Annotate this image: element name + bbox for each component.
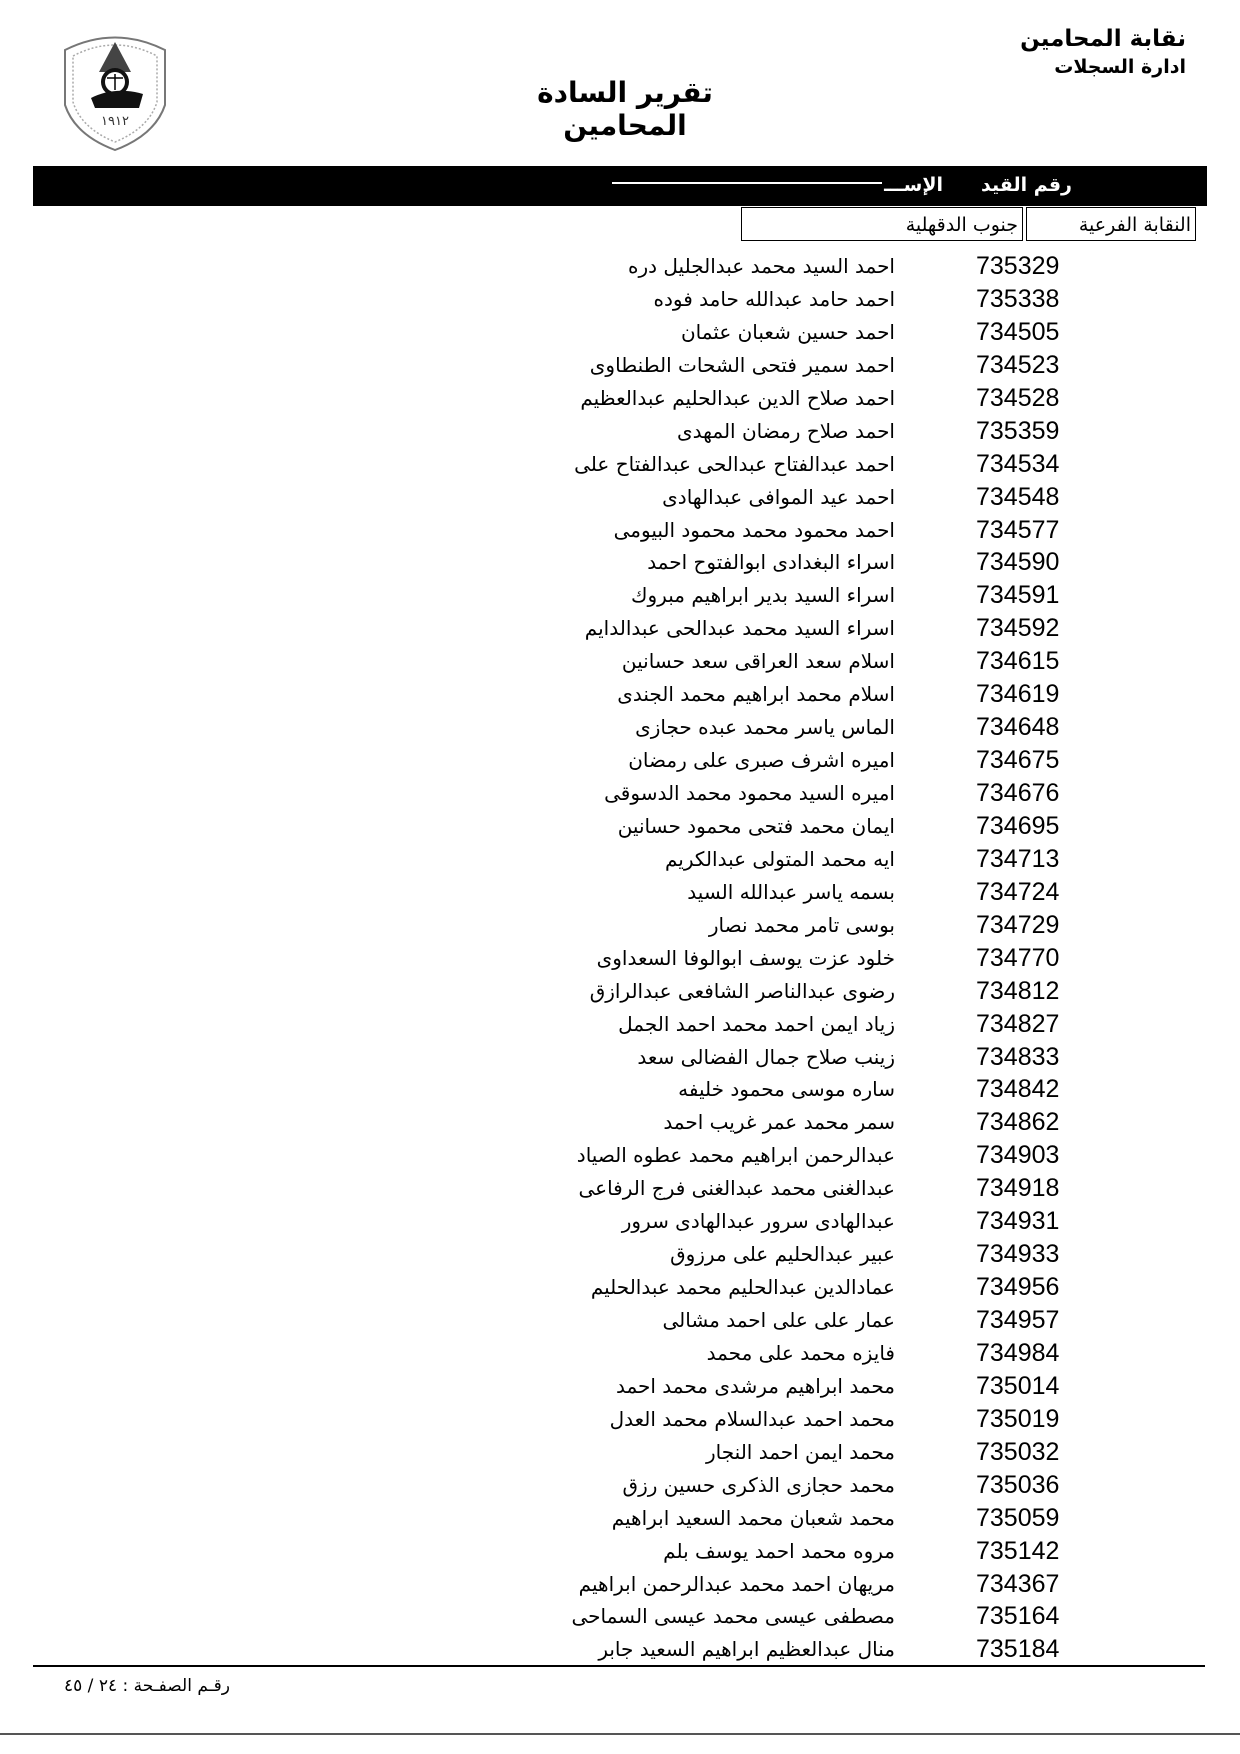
registration-number: 734862 xyxy=(976,1108,1060,1137)
registration-number: 734648 xyxy=(976,713,1060,742)
branch-filter xyxy=(741,207,1196,243)
registration-number: 734724 xyxy=(976,877,1060,906)
table-row xyxy=(0,448,1240,481)
lawyer-name: فايزه محمد على محمد xyxy=(706,1340,895,1365)
page-number xyxy=(64,1676,230,1696)
table-row xyxy=(0,645,1240,678)
lawyer-name: احمد عبدالفتاح عبدالحى عبدالفتاح على xyxy=(574,451,895,476)
lawyer-name: اسلام محمد ابراهيم محمد الجندى xyxy=(617,682,895,707)
registration-number: 734918 xyxy=(976,1174,1060,1203)
registration-number: 734534 xyxy=(976,449,1060,478)
table-row xyxy=(0,711,1240,744)
table-row xyxy=(0,481,1240,514)
lawyers-table xyxy=(0,250,1240,1666)
table-row xyxy=(0,1304,1240,1337)
registration-number: 734592 xyxy=(976,614,1060,643)
registration-number: 734812 xyxy=(976,976,1060,1005)
registration-number: 735329 xyxy=(976,252,1060,280)
lawyer-name: الماس ياسر محمد عبده حجازى xyxy=(635,715,895,740)
table-row xyxy=(0,1600,1240,1633)
registration-number: 734833 xyxy=(976,1042,1060,1071)
table-row xyxy=(0,514,1240,547)
table-row xyxy=(0,316,1240,349)
lawyer-name: عبدالغنى محمد عبدالغنى فرج الرفاعى xyxy=(578,1176,895,1201)
table-row xyxy=(0,1106,1240,1139)
registration-number: 734676 xyxy=(976,779,1060,807)
registration-number: 735019 xyxy=(976,1404,1060,1433)
lawyer-name: احمد السيد محمد عبدالجليل دره xyxy=(628,254,895,278)
column-header-registration: رقم القيد xyxy=(981,174,1072,196)
lawyer-name: محمد حجازى الذكرى حسين رزق xyxy=(622,1472,895,1497)
registration-number: 734713 xyxy=(976,844,1060,873)
registration-number: 734695 xyxy=(976,811,1060,840)
registration-number: 734528 xyxy=(976,383,1060,412)
footer-divider xyxy=(33,1665,1205,1667)
lawyer-name: عمادالدين عبدالحليم محمد عبدالحليم xyxy=(590,1275,895,1300)
registration-number: 735184 xyxy=(976,1635,1060,1664)
table-row xyxy=(0,876,1240,909)
registration-number: 734505 xyxy=(976,317,1060,346)
table-header-bar xyxy=(33,166,1207,206)
registration-number: 735032 xyxy=(976,1437,1060,1466)
registration-number: 735014 xyxy=(976,1371,1060,1400)
lawyer-name: رضوى عبدالناصر الشافعى عبدالرازق xyxy=(589,978,895,1003)
registration-number: 734842 xyxy=(976,1075,1060,1104)
lawyer-name: اسراء السيد محمد عبدالحى عبدالدايم xyxy=(584,616,895,641)
registration-number: 734367 xyxy=(976,1569,1060,1598)
lawyer-name: ايمان محمد فتحى محمود حسانين xyxy=(617,813,895,838)
table-row xyxy=(0,678,1240,711)
lawyer-name: منال عبدالعظيم ابراهيم السعيد جابر xyxy=(598,1637,895,1662)
lawyer-name: عبير عبدالحليم على مرزوق xyxy=(670,1242,895,1267)
lawyer-name: محمد ايمن احمد النجار xyxy=(706,1439,895,1464)
lawyer-name: محمد شعبان محمد السعيد ابراهيم xyxy=(611,1505,895,1530)
page-label: رقـم الصفـحة : xyxy=(122,1676,230,1696)
lawyer-name: زينب صلاح جمال الفضالى سعد xyxy=(637,1044,895,1069)
table-row xyxy=(0,283,1240,316)
registration-number: 735359 xyxy=(976,416,1060,445)
lawyer-name: اسراء السيد بدير ابراهيم مبروك xyxy=(631,583,895,608)
table-row xyxy=(0,744,1240,777)
table-row xyxy=(0,349,1240,382)
lawyer-name: اسراء البغدادى ابوالفتوح احمد xyxy=(647,550,895,575)
lawyer-name: احمد محمود محمد محمود البيومى xyxy=(613,517,895,542)
registration-number: 735036 xyxy=(976,1470,1060,1499)
lawyer-name: احمد حامد عبدالله حامد فوده xyxy=(653,286,895,311)
registration-number: 734675 xyxy=(976,746,1060,775)
registration-number: 735338 xyxy=(976,284,1060,313)
lawyer-name: عبدالرحمن ابراهيم محمد عطوه الصياد xyxy=(576,1143,895,1168)
page-total: ٤٥ xyxy=(64,1676,83,1696)
table-row xyxy=(0,1370,1240,1403)
lawyer-name: زياد ايمن احمد محمد احمد الجمل xyxy=(618,1011,895,1036)
table-row xyxy=(0,810,1240,843)
table-row xyxy=(0,1238,1240,1271)
table-row xyxy=(0,1568,1240,1601)
registration-number: 735059 xyxy=(976,1503,1060,1532)
table-row xyxy=(0,612,1240,645)
table-row xyxy=(0,843,1240,876)
lawyer-name: بسمه ياسر عبدالله السيد xyxy=(687,879,895,904)
page-separator: / xyxy=(87,1676,94,1696)
table-row xyxy=(0,1139,1240,1172)
lawyer-name: مروه محمد احمد يوسف بلم xyxy=(663,1538,895,1563)
organization-name: نقابة المحامين xyxy=(1020,26,1186,52)
bar-association-logo-icon xyxy=(55,20,175,155)
table-row xyxy=(0,1502,1240,1535)
registration-number: 734590 xyxy=(976,548,1060,577)
table-row xyxy=(0,250,1240,283)
table-row xyxy=(0,975,1240,1008)
branch-label: النقابة الفرعية xyxy=(1026,207,1196,241)
column-header-name: الإســـ xyxy=(653,174,943,196)
registration-number: 734957 xyxy=(976,1306,1060,1334)
department-name: ادارة السجلات xyxy=(1054,56,1186,78)
table-row xyxy=(0,1172,1240,1205)
lawyer-name: اميره اشرف صبرى على رمضان xyxy=(628,748,895,773)
page-bottom-border xyxy=(0,1733,1240,1735)
table-row xyxy=(0,942,1240,975)
lawyer-name: مصطفى عيسى محمد عيسى السماحى xyxy=(571,1604,895,1629)
lawyer-name: عمار على على احمد مشالى xyxy=(662,1308,895,1332)
lawyer-name: عبدالهادى سرور عبدالهادى سرور xyxy=(621,1209,895,1234)
lawyer-name: ساره موسى محمود خليفه xyxy=(678,1077,895,1102)
registration-number: 734933 xyxy=(976,1240,1060,1269)
lawyer-name: احمد صلاح رمضان المهدى xyxy=(677,418,895,443)
lawyer-name: اسلام سعد العراقى سعد حسانين xyxy=(621,649,895,674)
table-row xyxy=(0,1633,1240,1666)
lawyer-name: محمد ابراهيم مرشدى محمد احمد xyxy=(615,1373,895,1398)
lawyer-name: خلود عزت يوسف ابوالوفا السعداوى xyxy=(596,945,895,970)
lawyer-name: سمر محمد عمر غريب احمد xyxy=(663,1110,895,1135)
registration-number: 735164 xyxy=(976,1602,1060,1631)
lawyer-name: ايه محمد المتولى عبدالكريم xyxy=(664,846,895,871)
table-row xyxy=(0,579,1240,612)
registration-number: 734577 xyxy=(976,515,1060,544)
registration-number: 734770 xyxy=(976,943,1060,972)
table-row xyxy=(0,777,1240,810)
branch-value: جنوب الدقهلية xyxy=(741,207,1023,241)
registration-number: 734591 xyxy=(976,581,1060,610)
table-row xyxy=(0,546,1240,579)
table-row xyxy=(0,382,1240,415)
table-row xyxy=(0,1205,1240,1238)
table-row xyxy=(0,1008,1240,1041)
registration-number: 734903 xyxy=(976,1141,1060,1170)
lawyer-name: احمد حسين شعبان عثمان xyxy=(680,319,895,344)
table-row xyxy=(0,1469,1240,1502)
table-row xyxy=(0,1041,1240,1074)
table-row xyxy=(0,1073,1240,1106)
lawyer-name: مريهان احمد محمد عبدالرحمن ابراهيم xyxy=(578,1571,895,1596)
registration-number: 734729 xyxy=(976,910,1060,939)
table-row xyxy=(0,1535,1240,1568)
table-row xyxy=(0,1436,1240,1469)
registration-number: 734827 xyxy=(976,1009,1060,1038)
lawyer-name: احمد عيد الموافى عبدالهادى xyxy=(662,484,895,509)
lawyer-name: احمد سمير فتحى الشحات الطنطاوى xyxy=(589,352,895,377)
registration-number: 734523 xyxy=(976,350,1060,379)
registration-number: 734548 xyxy=(976,482,1060,511)
table-row xyxy=(0,1403,1240,1436)
registration-number: 734956 xyxy=(976,1273,1060,1302)
registration-number: 734984 xyxy=(976,1338,1060,1367)
svg-text:١٩١٢: ١٩١٢ xyxy=(101,114,129,129)
registration-number: 734619 xyxy=(976,680,1060,709)
registration-number: 734931 xyxy=(976,1207,1060,1236)
lawyer-name: محمد احمد عبدالسلام محمد العدل xyxy=(609,1406,895,1431)
registration-number: 735142 xyxy=(976,1536,1060,1565)
table-row xyxy=(0,1337,1240,1370)
table-row xyxy=(0,909,1240,942)
table-row xyxy=(0,415,1240,448)
lawyer-name: اميره السيد محمود محمد الدسوقى xyxy=(604,781,895,805)
lawyer-name: بوسى تامر محمد نصار xyxy=(708,912,895,937)
table-row xyxy=(0,1271,1240,1304)
report-title: تقرير السادة المحامين xyxy=(537,76,713,142)
page-current: ٢٤ xyxy=(98,1676,118,1696)
registration-number: 734615 xyxy=(976,647,1060,676)
lawyer-name: احمد صلاح الدين عبدالحليم عبدالعظيم xyxy=(580,385,895,410)
organization-header xyxy=(1020,24,1186,80)
